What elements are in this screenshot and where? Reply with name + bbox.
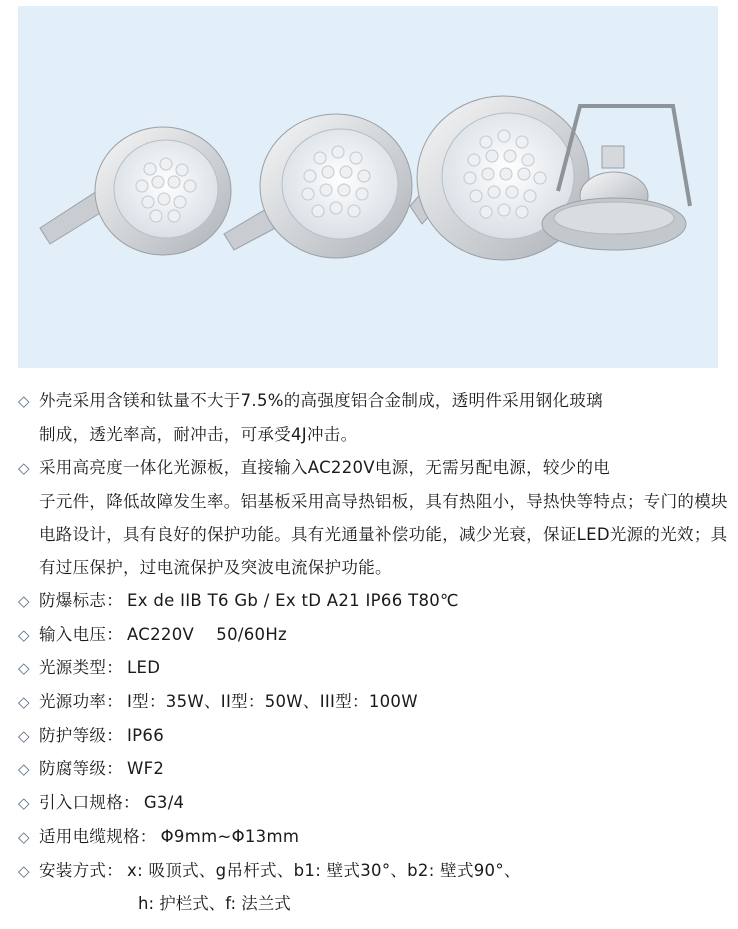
feature-text: 采用高亮度一体化光源板，直接输入AC220V电源，无需另配电源，较少的电 — [39, 458, 611, 477]
diamond-bullet-icon: ◇ — [18, 625, 30, 644]
spec-installation: ◇ 安装方式： x: 吸顶式、g吊杆式、b1: 壁式30°、b2: 壁式90°、 — [18, 854, 730, 888]
feature-text: 外壳采用含镁和钛量不大于7.5%的高强度铝合金制成，透明件采用钢化玻璃 — [39, 391, 603, 410]
diamond-bullet-icon: ◇ — [18, 459, 30, 477]
feature-paragraph-2 — [18, 451, 730, 584]
lamp-type-1-icon — [40, 127, 231, 255]
product-photo — [18, 6, 718, 368]
diamond-bullet-icon: ◇ — [18, 726, 30, 745]
spec-input-voltage: ◇ 输入电压： AC220V 50/60Hz — [18, 618, 730, 652]
spec-power: ◇ 光源功率： I型：35W、II型：50W、III型：100W — [18, 685, 730, 719]
diamond-bullet-icon: ◇ — [18, 693, 30, 712]
diamond-bullet-icon: ◇ — [18, 760, 30, 779]
diamond-bullet-icon: ◇ — [18, 392, 30, 410]
spec-list — [18, 384, 730, 921]
spec-explosion-mark: ◇ 防爆标志： Ex de IIB T6 Gb / Ex tD A21 IP66 T80℃ — [18, 584, 730, 618]
feature-text-cont: 制成，透光率高，耐冲击，可承受4J冲击。 — [39, 425, 358, 444]
feature-text-cont: 子元件，降低故障发生率。铝基板采用高导热铝板，具有热阻小，导热快等特点；专门的模块电路设计，具有良好的保护功能。具有光通量补偿功能，减少光衰，保证LED光源的光效；具有过压保护，过电流保护及突波电流保护功能。 — [39, 492, 728, 577]
diamond-bullet-icon: ◇ — [18, 794, 30, 813]
lamp-type-2-icon — [224, 114, 412, 258]
spec-inlet: ◇ 引入口规格： G3/4 — [18, 786, 730, 820]
spec-cable: ◇ 适用电缆规格： Φ9mm~Φ13mm — [18, 820, 730, 854]
spec-protection-grade: ◇ 防护等级： IP66 — [18, 719, 730, 753]
spec-corrosion-grade: ◇ 防腐等级： WF2 — [18, 752, 730, 786]
feature-paragraph-1 — [18, 384, 730, 451]
diamond-bullet-icon: ◇ — [18, 827, 30, 846]
diamond-bullet-icon: ◇ — [18, 861, 30, 880]
spec-light-source-type: ◇ 光源类型： LED — [18, 651, 730, 685]
diamond-bullet-icon: ◇ — [18, 659, 30, 678]
product-illustration — [18, 6, 718, 368]
spec-installation-cont: h: 护栏式、f: 法兰式 — [138, 894, 291, 914]
diamond-bullet-icon: ◇ — [18, 592, 30, 610]
